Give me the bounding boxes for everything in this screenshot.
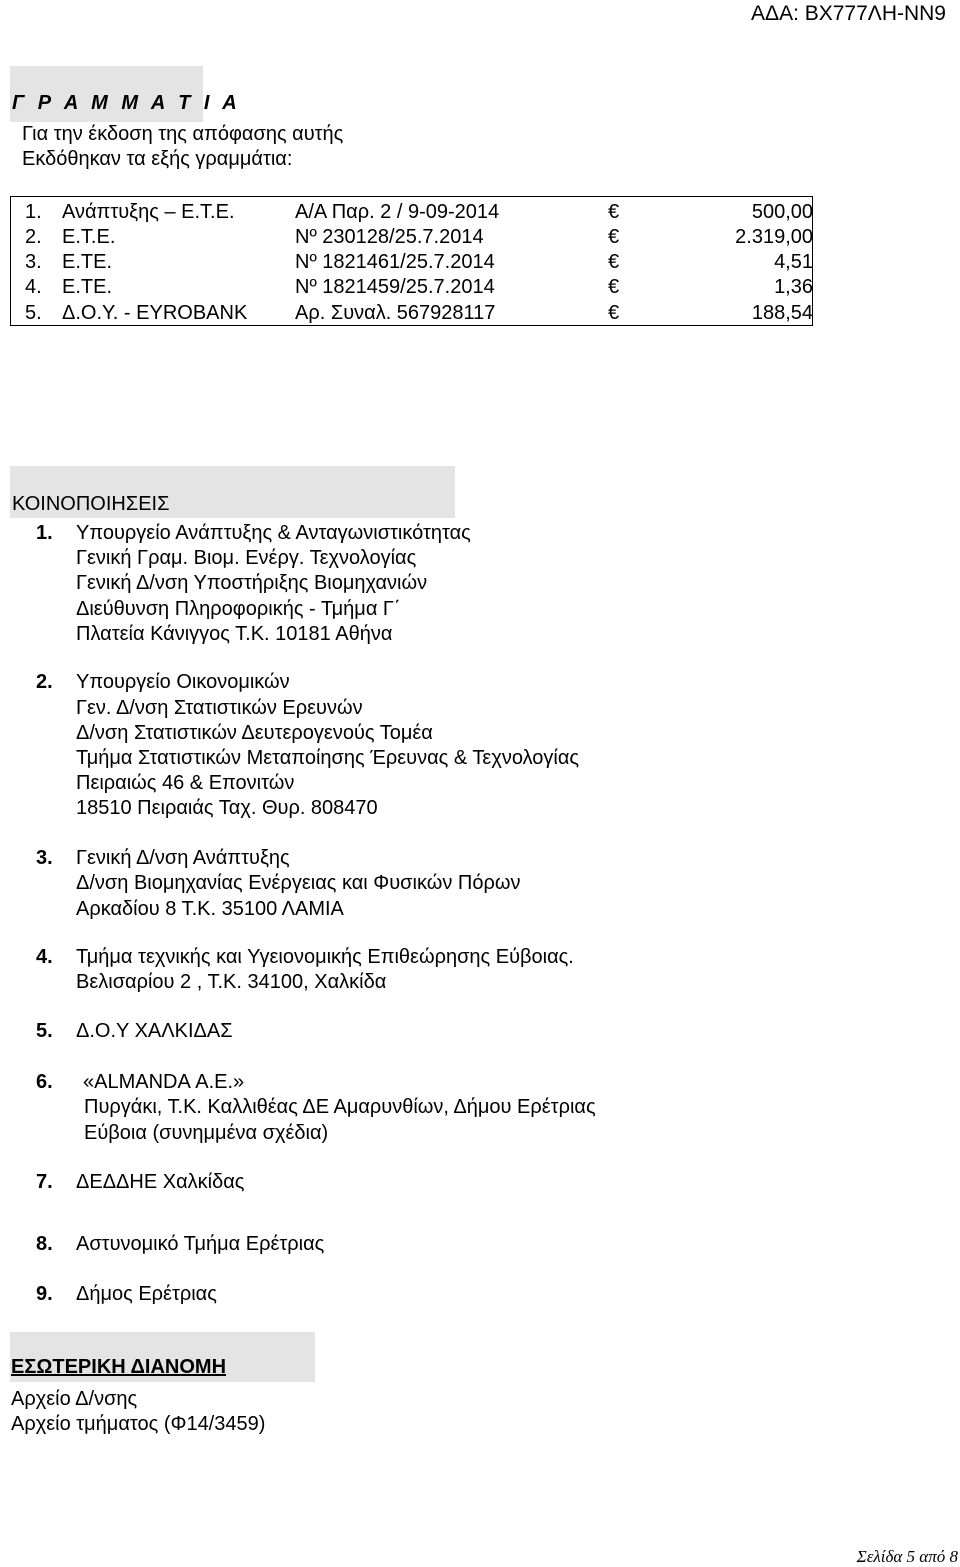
row-reference: Α/Α Παρ. 2 / 9-09-2014 — [295, 201, 500, 223]
page-number: Σελίδα 5 από 8 — [856, 1547, 958, 1566]
table-row — [10, 223, 813, 248]
recipient-line: Πειραιώς 46 & Επονιτών — [76, 772, 295, 794]
gramatia-intro-line-2: Εκδόθηκαν τα εξής γραμμάτια: — [22, 148, 293, 170]
recipient-line: Αστυνομικό Τμήμα Ερέτριας — [76, 1233, 325, 1255]
row-issuer: Ε.Τ.Ε. — [62, 226, 116, 248]
euro-icon: € — [608, 276, 620, 298]
table-row — [10, 273, 813, 298]
row-amount: 500,00 — [751, 201, 813, 223]
recipient-line: Δήμος Ερέτριας — [76, 1283, 217, 1305]
row-amount: 1,36 — [774, 276, 813, 298]
euro-icon: € — [608, 251, 620, 273]
recipient-line: Τμήμα Στατιστικών Μεταποίησης Έρευνας & Τεχνολογίας — [76, 747, 580, 769]
row-issuer: Ανάπτυξης – Ε.Τ.Ε. — [62, 201, 235, 223]
recipient-line: Υπουργείο Ανάπτυξης & Ανταγωνιστικότητας — [76, 522, 471, 544]
row-issuer: Ε.ΤΕ. — [62, 251, 113, 273]
row-number: 1. — [25, 201, 42, 223]
ada-code: ΑΔΑ: ΒΧ777ΛΗ-ΝΝ9 — [751, 2, 946, 25]
recipient-number: 9. — [36, 1283, 53, 1305]
recipient-line: Τμήμα τεχνικής και Υγειονομικής Επιθεώρησης Εύβοιας. — [76, 946, 574, 968]
recipient-line: Πλατεία Κάνιγγος Τ.Κ. 10181 Αθήνα — [76, 623, 393, 645]
row-number: 4. — [25, 276, 42, 298]
recipient-line: Πυργάκι, Τ.Κ. Καλλιθέας ΔΕ Αμαρυνθίων, Δήμου Ερέτριας — [84, 1096, 596, 1118]
recipient-number: 2. — [36, 671, 53, 693]
recipient-line: Δ/νση Βιομηχανίας Ενέργειας και Φυσικών Πόρων — [76, 872, 521, 894]
recipient-line: ΔΕΔΔΗΕ Χαλκίδας — [76, 1171, 245, 1193]
recipient-number: 6. — [36, 1071, 53, 1093]
table-border-top — [10, 196, 813, 197]
table-border-bottom — [10, 325, 813, 326]
recipient-line: Εύβοια (συνημμένα σχέδια) — [84, 1122, 329, 1144]
recipient-line: Αρκαδίου 8 Τ.Κ. 35100 ΛΑΜΙΑ — [76, 898, 344, 920]
recipient-line: Δ.Ο.Υ ΧΑΛΚΙΔΑΣ — [76, 1020, 233, 1042]
row-number: 5. — [25, 302, 42, 324]
recipient-line: Γενική Δ/νση Ανάπτυξης — [76, 847, 290, 869]
row-amount: 188,54 — [751, 302, 813, 324]
row-number: 3. — [25, 251, 42, 273]
table-row — [10, 198, 813, 223]
recipient-number: 8. — [36, 1233, 53, 1255]
gramatia-heading: Γ Ρ Α Μ Μ Α Τ Ι Α — [12, 92, 241, 114]
row-issuer: Ε.ΤΕ. — [62, 276, 113, 298]
koinopoiiseis-heading: ΚΟΙΝΟΠΟΙΗΣΕΙΣ — [12, 493, 170, 515]
recipient-number: 4. — [36, 946, 53, 968]
recipient-line: Δ/νση Στατιστικών Δευτερογενούς Τομέα — [76, 722, 433, 744]
row-number: 2. — [25, 226, 42, 248]
esoteriki-heading: ΕΣΩΤΕΡΙΚΗ ΔΙΑΝΟΜΗ — [11, 1356, 227, 1378]
row-reference: Αρ. Συναλ. 567928117 — [295, 302, 496, 324]
row-reference: Nº 1821461/25.7.2014 — [295, 251, 495, 273]
row-reference: Nº 230128/25.7.2014 — [295, 226, 484, 248]
internal-line: Αρχείο Δ/νσης — [11, 1388, 138, 1410]
row-amount: 2.319,00 — [735, 226, 813, 248]
table-row — [10, 299, 813, 324]
recipient-number: 7. — [36, 1171, 53, 1193]
euro-icon: € — [608, 302, 620, 324]
table-row — [10, 248, 813, 273]
internal-line: Αρχείο τμήματος (Φ14/3459) — [11, 1413, 266, 1435]
recipient-line: Βελισαρίου 2 , Τ.Κ. 34100, Χαλκίδα — [76, 971, 387, 993]
recipient-line: Διεύθυνση Πληροφορικής - Τμήμα Γ΄ — [76, 598, 401, 620]
gramatia-intro-line-1: Για την έκδοση της απόφασης αυτής — [22, 123, 344, 145]
recipient-line: Γενική Γραμ. Βιομ. Ενέργ. Τεχνολογίας — [76, 547, 417, 569]
row-reference: Nº 1821459/25.7.2014 — [295, 276, 495, 298]
row-issuer: Δ.Ο.Υ. - EYROBANK — [62, 302, 248, 324]
recipient-line: Υπουργείο Οικονομικών — [76, 671, 290, 693]
euro-icon: € — [608, 226, 620, 248]
recipient-line: Γεν. Δ/νση Στατιστικών Ερευνών — [76, 697, 363, 719]
recipient-line: «ALMANDA Α.Ε.» — [83, 1071, 245, 1093]
recipient-line: 18510 Πειραιάς Ταχ. Θυρ. 808470 — [76, 797, 378, 819]
euro-icon: € — [608, 201, 620, 223]
recipient-number: 1. — [36, 522, 53, 544]
row-amount: 4,51 — [774, 251, 813, 273]
recipient-number: 5. — [36, 1020, 53, 1042]
recipient-number: 3. — [36, 847, 53, 869]
recipient-line: Γενική Δ/νση Υποστήριξης Βιομηχανιών — [76, 572, 428, 594]
